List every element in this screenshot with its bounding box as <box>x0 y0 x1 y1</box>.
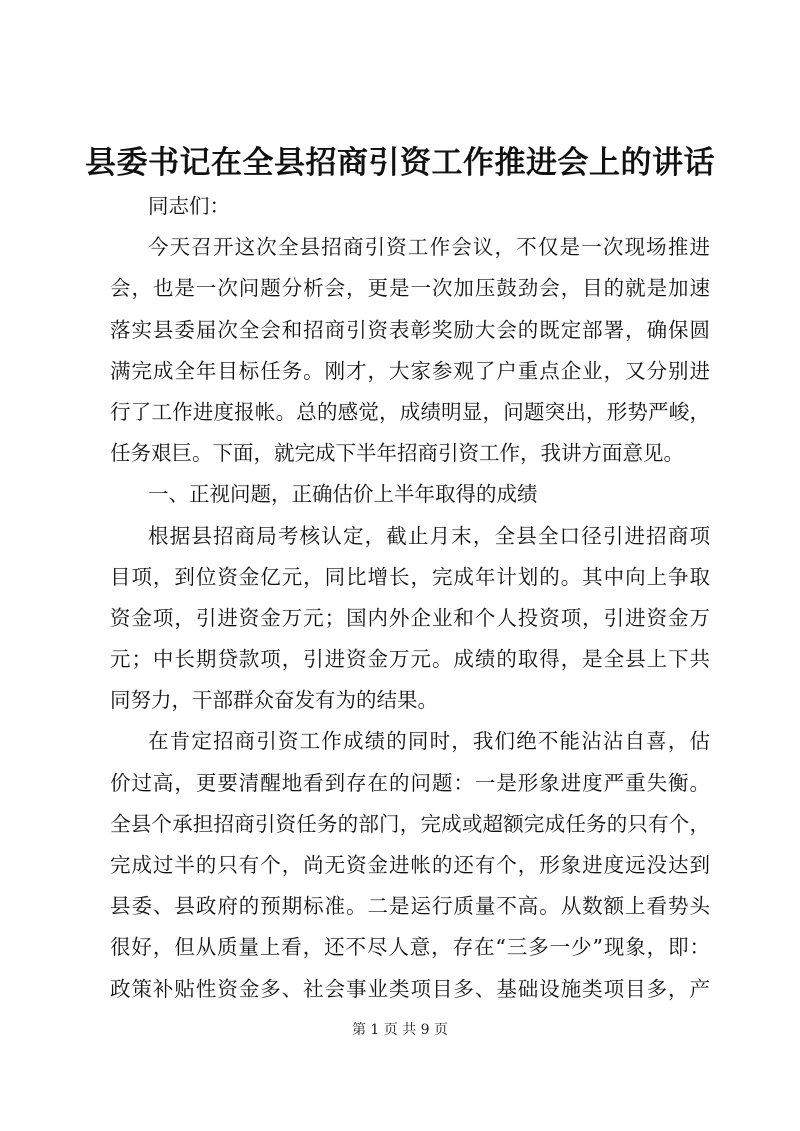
paragraph-3-line-6: 很好，但从质量上看，还不尽人意，存在“三多一少”现象，即： <box>110 935 710 960</box>
paragraph-1-line-3: 落实县委届次全会和招商引资表彰奖励大会的既定部署，确保圆 <box>110 317 710 342</box>
paragraph-1-line-2: 会，也是一次问题分析会，更是一次加压鼓劲会，目的就是加速 <box>110 276 710 301</box>
paragraph-1-line-4: 满完成全年目标任务。刚才，大家参观了户重点企业，又分别进 <box>110 358 710 383</box>
paragraph-1-line-5: 行了工作进度报帐。总的感觉，成绩明显，问题突出，形势严峻， <box>110 399 710 424</box>
salutation-line: 同志们： <box>148 194 230 218</box>
paragraph-2-line-1: 根据县招商局考核认定，截止月末，全县全口径引进招商项 <box>148 523 710 548</box>
paragraph-3-line-7: 政策补贴性资金多、社会事业类项目多、基础设施类项目多，产 <box>110 976 710 1001</box>
paragraph-3-line-2: 价过高，更要清醒地看到存在的问题：一是形象进度严重失衡。 <box>110 770 710 795</box>
page-number-footer: 第 1 页 共 9 页 <box>351 1022 449 1038</box>
paragraph-1-line-1: 今天召开这次全县招商引资工作会议，不仅是一次现场推进 <box>148 235 710 260</box>
paragraph-2-line-2: 目项，到位资金亿元，同比增长，完成年计划的。其中向上争取 <box>110 564 710 589</box>
paragraph-2-line-5: 同努力，干部群众奋发有为的结果。 <box>110 688 438 713</box>
paragraph-3-line-1: 在肯定招商引资工作成绩的同时，我们绝不能沾沾自喜，估 <box>148 729 710 754</box>
paragraph-2-line-3: 资金项，引进资金万元；国内外企业和个人投资项，引进资金万 <box>110 605 710 630</box>
document-title: 县委书记在全县招商引资工作推进会上的讲话 <box>85 145 715 181</box>
paragraph-3-line-4: 完成过半的只有个，尚无资金进帐的还有个，形象进度远没达到 <box>110 853 710 877</box>
paragraph-1-line-6: 任务艰巨。下面，就完成下半年招商引资工作，我讲方面意见。 <box>110 441 684 466</box>
paragraph-3-line-5: 县委、县政府的预期标准。二是运行质量不高。从数额上看势头 <box>110 894 710 919</box>
paragraph-3-line-3: 全县个承担招商引资任务的部门，完成或超额完成任务的只有个， <box>110 811 710 836</box>
section-heading: 一、正视问题，正确估价上半年取得的成绩 <box>148 482 538 507</box>
paragraph-2-line-4: 元；中长期贷款项，引进资金万元。成绩的取得，是全县上下共 <box>110 647 710 672</box>
document-body <box>110 186 710 1010</box>
